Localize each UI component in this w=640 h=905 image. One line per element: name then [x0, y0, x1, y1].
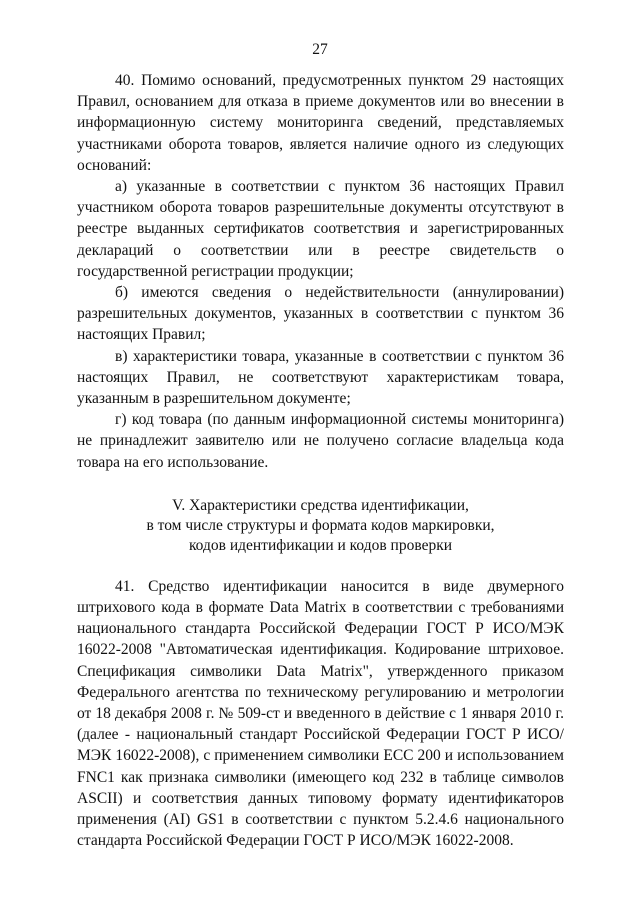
paragraph-40-item-g: г) код товара (по данным информационной системы мониторинга) не принадлежит заявителю или не получено согласие владельца кода товара на его использование.: [77, 411, 564, 471]
page-number: 27: [312, 41, 328, 58]
section-heading: [77, 496, 564, 556]
document-body: [77, 70, 564, 852]
paragraph-40: 40. Помимо оснований, предусмотренных пунктом 29 настоящих Правил, основанием для отказа в приеме документов или во внесении в информационную систему мониторинга сведений, представляемых участниками оборота товаров, является наличие одного из следующих оснований:: [77, 72, 564, 174]
section-heading-line-3: кодов идентификации и кодов проверки: [188, 536, 453, 554]
section-body: [77, 576, 564, 852]
paragraph-40-item-a: а) указанные в соответствии с пунктом 36 настоящих Правил участником оборота товаров разрешительные документы отсутствуют в реестре выданных сертификатов соответствия и зарегистрированных деклараций о соответствии или в реестре свидетельств о государственной регистрации продукции;: [77, 178, 564, 280]
paragraph-40-item-b: б) имеются сведения о недействительности (аннулировании) разрешительных документов, указанных в соответствии с пунктом 36 настоящих Правил;: [77, 284, 564, 344]
paragraph-41: 41. Средство идентификации наносится в виде двумерного штрихового кода в формате Data Matrix в соответствии с требованиями национального стандарта Российской Федерации ГОСТ Р ИСО/МЭК 16022-2008 "Автоматическая идентификация. Кодирование штриховое. Спецификация символики Data Matrix", утвержденного приказом Федерального агентства по техническому регулированию и метрологии от 18 декабря 2008 г. № 509-ст и введенного в действие с 1 января 2010 г. (далее - национальный стандарт Российской Федерации ГОСТ Р ИСО/МЭК 16022-2008), с применением символики ECC 200 и использованием FNC1 как признака символики (имеющего код 232 в таблице символов ASCII) и соответствия данных типовому формату идентификаторов применения (AI) GS1 в соответствии с пунктом 5.2.4.6 национального стандарта Российской Федерации ГОСТ Р ИСО/МЭК 16022-2008.: [77, 577, 564, 850]
section-heading-line-1: V. Характеристики средства идентификации,: [172, 496, 469, 514]
section-heading-line-2: в том числе структуры и формата кодов маркировки,: [146, 516, 495, 534]
paragraph-40-item-v: в) характеристики товара, указанные в соответствии с пунктом 36 настоящих Правил, не соответствуют характеристикам товара, указанным в разрешительном документе;: [77, 347, 564, 408]
